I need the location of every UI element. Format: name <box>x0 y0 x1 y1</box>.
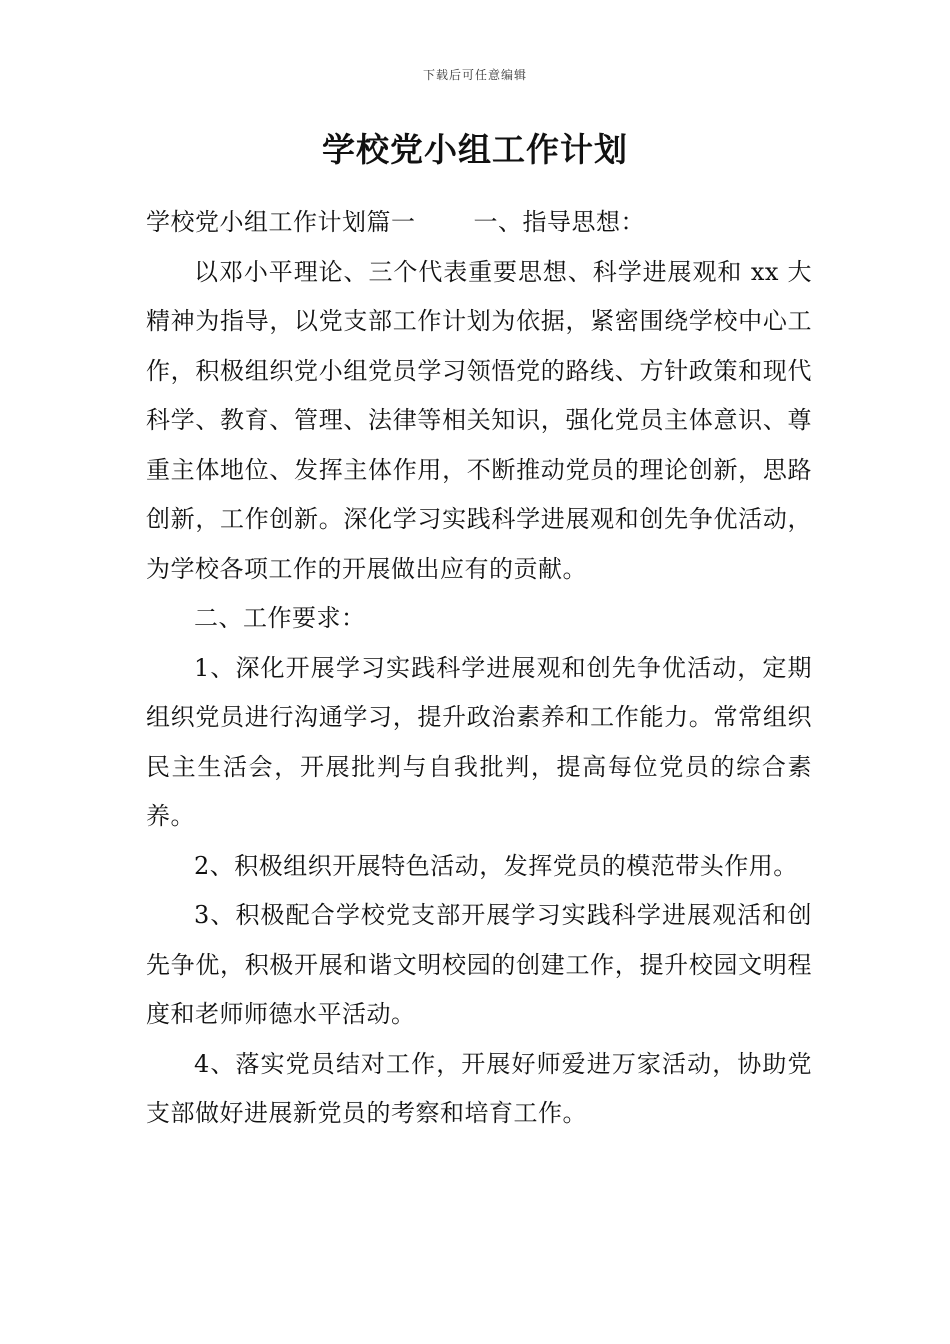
header-note: 下载后可任意编辑 <box>422 68 527 82</box>
section-heading-guiding-ideology: 一、指导思想： <box>473 208 645 236</box>
requirement-item-2: 2、积极组织开展特色活动，发挥党员的模范带头作用。 <box>194 851 798 880</box>
document-subtitle: 学校党小组工作计划篇一 <box>146 208 416 236</box>
paragraph-guiding-ideology: 以邓小平理论、三个代表重要思想、科学进展观和 xx 大精神为指导，以党支部工作计划为依据，紧密围绕学校中心工作，积极组织党小组党员学习领悟党的路线、方针政策和现代科学、教育、管理、法律等相关知识，强化党员主体意识、尊重主体地位、发挥主体作用，不断推动党员的理论创新，思路创新，工作创新。深化学习实践科学进展观和创先争优活动，为学校各项工作的开展做出应有的贡献。 <box>146 257 812 583</box>
requirement-item-4: 4、落实党员结对工作，开展好师爱进万家活动，协助党支部做好进展新党员的考察和培育工作。 <box>146 1049 812 1127</box>
requirement-item-3: 3、积极配合学校党支部开展学习实践科学进展观活和创先争优，积极开展和谐文明校园的创建工作，提升校园文明程度和老师师德水平活动。 <box>146 901 812 1028</box>
first-line <box>146 198 812 248</box>
requirement-item-1: 1、深化开展学习实践科学进展观和创先争优活动，定期组织党员进行沟通学习，提升政治素养和工作能力。常常组织民主生活会，开展批判与自我批判，提高每位党员的综合素养。 <box>146 653 812 830</box>
document-body <box>146 198 812 1139</box>
section-heading-work-requirements: 二、工作要求： <box>194 604 366 632</box>
document-title: 学校党小组工作计划 <box>322 130 628 169</box>
